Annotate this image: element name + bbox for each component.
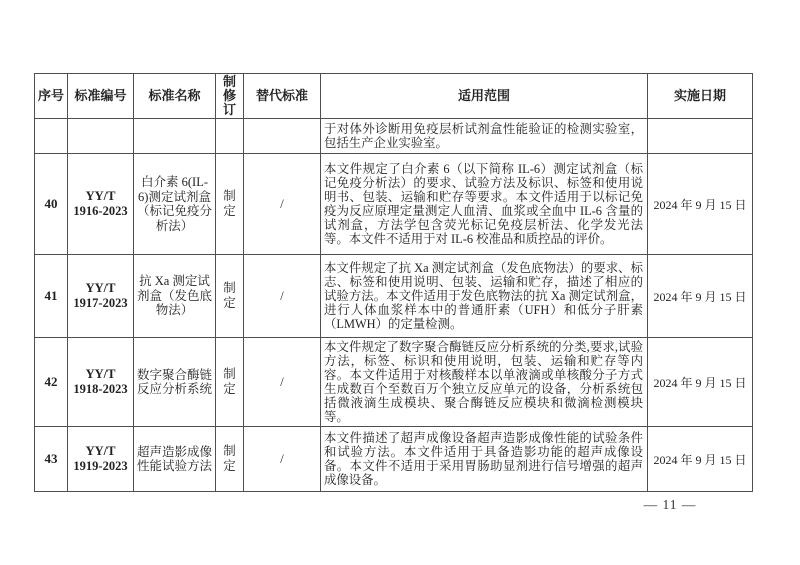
cell-cont-date xyxy=(648,119,753,154)
table-row-continuation xyxy=(35,119,753,154)
cell-code: YY/T 1918-2023 xyxy=(68,338,134,427)
cell-revision: 制定 xyxy=(216,255,244,338)
header-no: 序号 xyxy=(35,74,68,119)
cell-name: 超声造影成像性能试验方法 xyxy=(134,427,216,492)
table-row xyxy=(35,338,753,427)
cell-cont-no xyxy=(35,119,68,154)
cell-name: 抗 Xa 测定试剂盒（发色底物法） xyxy=(134,255,216,338)
cell-replaced: / xyxy=(244,427,321,492)
header-date: 实施日期 xyxy=(648,74,753,119)
cell-no: 40 xyxy=(35,154,68,255)
cell-revision: 制定 xyxy=(216,427,244,492)
cell-scope: 本文件规定了数字聚合酶链反应分析系统的分类,要求,试验方法，标签、标识和使用说明，包装、运输和贮存等内容。本文件适用于对核酸样本以单液滴或单核酸分子方式生成数百个至数百万个独立反应单元的设备，分析系统包括微液滴生成模块、聚合酶链反应模块和微滴检测模块等。 xyxy=(321,338,648,427)
standards-table-container xyxy=(34,73,753,492)
cell-replaced: / xyxy=(244,154,321,255)
cell-name: 白介素 6(IL-6)测定试剂盒（标记免疫分析法） xyxy=(134,154,216,255)
header-revision: 制修订 xyxy=(216,74,244,119)
cell-cont-scope: 于对体外诊断用免疫层析试剂盒性能验证的检测实验室，包括生产企业实验室。 xyxy=(321,119,648,154)
cell-cont-name xyxy=(134,119,216,154)
cell-no: 43 xyxy=(35,427,68,492)
cell-cont-replaced xyxy=(244,119,321,154)
cell-no: 42 xyxy=(35,338,68,427)
cell-replaced: / xyxy=(244,255,321,338)
cell-date: 2024 年 9 月 15 日 xyxy=(648,154,753,255)
cell-code: YY/T 1919-2023 xyxy=(68,427,134,492)
table-row xyxy=(35,154,753,255)
header-name: 标准名称 xyxy=(134,74,216,119)
cell-cont-code xyxy=(68,119,134,154)
cell-no: 41 xyxy=(35,255,68,338)
cell-date: 2024 年 9 月 15 日 xyxy=(648,338,753,427)
cell-scope: 本文件规定了白介素 6（以下简称 IL-6）测定试剂盒（标记免疫分析法）的要求、试验方法及标识、标签和使用说明书、包装、运输和贮存等要求。本文件适用于以标记免疫为反应原理定量测定人血清、血浆或全血中 IL-6 含量的试剂盒，方法学包含荧光标记免疫层析法、化学发光法等。本文件不适用于对 IL-6 校准品和质控品的评价。 xyxy=(321,154,648,255)
table-row xyxy=(35,255,753,338)
cell-replaced: / xyxy=(244,338,321,427)
header-replaced: 替代标准 xyxy=(244,74,321,119)
cell-name: 数字聚合酶链反应分析系统 xyxy=(134,338,216,427)
cell-cont-revision xyxy=(216,119,244,154)
cell-code: YY/T 1917-2023 xyxy=(68,255,134,338)
cell-code: YY/T 1916-2023 xyxy=(68,154,134,255)
table-header-row xyxy=(35,74,753,119)
cell-date: 2024 年 9 月 15 日 xyxy=(648,427,753,492)
cell-date: 2024 年 9 月 15 日 xyxy=(648,255,753,338)
header-scope: 适用范围 xyxy=(321,74,648,119)
page-number: — 11 — xyxy=(643,497,697,512)
header-code: 标准编号 xyxy=(68,74,134,119)
cell-scope: 本文件描述了超声成像设备超声造影成像性能的试验条件和试验方法。本文件适用于具备造影功能的超声成像设备。本文件不适用于采用胃肠助显剂进行信号增强的超声成像设备。 xyxy=(321,427,648,492)
cell-revision: 制定 xyxy=(216,338,244,427)
table-row xyxy=(35,427,753,492)
standards-table xyxy=(34,73,753,492)
cell-scope: 本文件规定了抗 Xa 测定试剂盒（发色底物法）的要求、标志、标签和使用说明、包装、运输和贮存，描述了相应的试验方法。本文件适用于发色底物法的抗 Xa 测定试剂盒，进行人体血浆样本中的普通肝素（UFH）和低分子肝素（LMWH）的定量检测。 xyxy=(321,255,648,338)
cell-revision: 制定 xyxy=(216,154,244,255)
